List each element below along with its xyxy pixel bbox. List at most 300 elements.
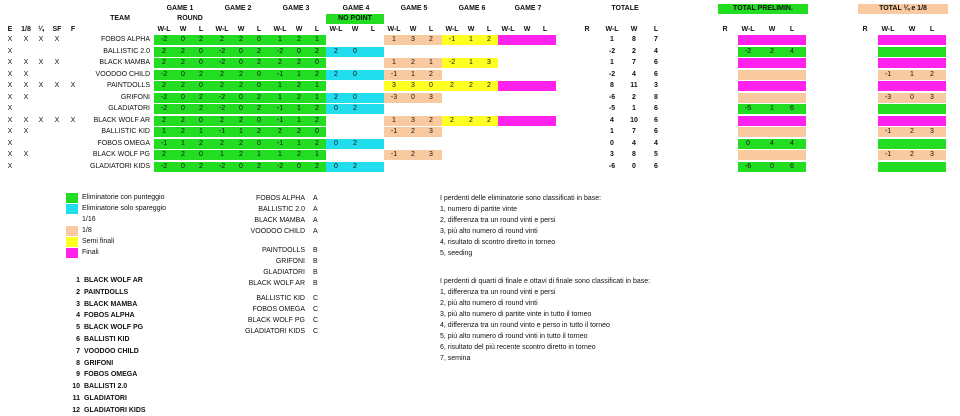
game-value (442, 127, 462, 137)
game-value (498, 116, 518, 126)
game-value: 0 (199, 116, 203, 124)
game-value: -2 (218, 162, 226, 170)
game-value (462, 150, 480, 160)
game-value: 2 (181, 47, 185, 55)
prelim-value: 4 (770, 139, 774, 147)
game-value (498, 162, 518, 172)
pct-value (878, 47, 898, 57)
game-value: 0 (181, 162, 185, 170)
prelim-value: 4 (790, 47, 794, 55)
game-value: 2 (315, 105, 319, 112)
game-value (346, 116, 364, 126)
game-value (442, 162, 462, 172)
colhead-w: W (179, 26, 187, 33)
game-value: 2 (411, 59, 415, 66)
game-value: 2 (220, 116, 224, 124)
game-value: 2 (220, 82, 224, 89)
group-letter: A (313, 228, 318, 235)
game-value (536, 104, 554, 114)
game-value: -1 (276, 105, 284, 112)
pct-value: 2 (930, 70, 934, 78)
game-value (518, 58, 536, 68)
game-value: 2 (181, 82, 185, 89)
flag-cell (35, 104, 47, 114)
header-round: ROUND (177, 15, 203, 22)
colhead-pct-l: L (929, 26, 935, 33)
game-value: 0 (239, 47, 243, 55)
rank-number: 10 (72, 383, 80, 391)
total-value: -6 (608, 162, 616, 170)
colhead-r-prelim: R (722, 26, 728, 33)
group-team: FOBOS ALPHA (255, 195, 305, 202)
note-line: 5, seeding (440, 250, 473, 257)
note-line: 4, risultato di scontro diretto in torneo (440, 239, 556, 246)
game-value: -2 (276, 162, 284, 170)
game-value: 2 (257, 93, 261, 101)
flag-cell (20, 139, 32, 149)
game-value: -2 (276, 47, 284, 55)
game-value: 2 (220, 36, 224, 43)
header-game7: GAME 7 (514, 5, 542, 12)
game-value: -3 (390, 93, 398, 101)
game-value: 2 (315, 70, 319, 78)
game-value (384, 139, 404, 149)
total-value: -5 (608, 105, 616, 112)
game-value: 2 (257, 47, 261, 55)
colhead-l: L (256, 26, 262, 33)
colhead-r-pct: R (862, 26, 868, 33)
game-value (384, 162, 404, 172)
game-value (442, 47, 462, 57)
total-value: 10 (630, 116, 638, 124)
pct-value (878, 104, 898, 114)
game-value (346, 127, 364, 137)
group-team: BLACK MAMBA (254, 217, 305, 224)
flag-cell: X (7, 70, 13, 78)
prelim-value (762, 81, 782, 91)
game-value (498, 47, 518, 57)
pct-value (902, 81, 922, 91)
prelim-value (738, 93, 758, 103)
total-value: 0 (632, 162, 636, 170)
pct-value (878, 162, 898, 172)
game-value (326, 116, 346, 126)
flag-cell (35, 162, 47, 172)
game-value: 1 (278, 93, 282, 101)
game-value (346, 81, 364, 91)
legend-label: Semi finali (82, 238, 115, 245)
flag-header-e: E (7, 26, 13, 33)
game-value (346, 58, 364, 68)
legend-label: 1/8 (82, 227, 92, 234)
game-value (518, 116, 536, 126)
game-value: 3 (487, 59, 491, 66)
game-value (536, 139, 554, 149)
flag-cell: X (54, 59, 60, 66)
game-value (462, 70, 480, 80)
game-value (518, 162, 536, 172)
game-value (536, 47, 554, 57)
prelim-value: 0 (746, 139, 750, 147)
game-value: 1 (411, 70, 415, 78)
flag-cell: X (23, 128, 29, 135)
game-value: 2 (353, 162, 357, 170)
game-value (518, 70, 536, 80)
pct-value (902, 104, 922, 114)
colhead-l: L (428, 26, 434, 33)
game-value: 2 (429, 116, 433, 124)
game-value: -1 (276, 116, 284, 124)
game-value: 2 (199, 36, 203, 43)
team-name: GLADIATORI (108, 105, 150, 112)
game-value (364, 150, 382, 160)
game-value: 2 (239, 82, 243, 89)
game-value: -2 (160, 105, 168, 112)
game-value: 0 (181, 36, 185, 43)
total-value: 6 (654, 105, 658, 112)
colhead-wl: W-L (157, 26, 171, 33)
game-value: 2 (257, 128, 261, 135)
team-name: BALLISTIC 2.0 (103, 47, 150, 55)
flag-cell: X (7, 151, 13, 158)
colhead-wl: W-L (445, 26, 459, 33)
game-value: 1 (315, 36, 319, 43)
pct-value: -1 (884, 70, 892, 78)
colhead-total-wl: W-L (605, 26, 619, 33)
legend-label: Eliminatorie solo spareggio (82, 205, 167, 212)
pct-value: -1 (884, 151, 892, 158)
colhead-total-l: L (653, 26, 659, 33)
game-value (536, 116, 554, 126)
colhead-prelim-l: L (789, 26, 795, 33)
flag-cell: X (38, 59, 44, 66)
game-value: 1 (429, 59, 433, 66)
colhead-w: W (467, 26, 475, 33)
note-line: 1, differenza tra un round vinti e persi (440, 289, 556, 296)
game-value: 0 (411, 93, 415, 101)
game-value (364, 162, 382, 172)
total-value: 8 (610, 82, 614, 89)
pct-value (878, 116, 898, 126)
flag-cell: X (23, 36, 29, 43)
pct-value (902, 58, 922, 68)
game-value (518, 150, 536, 160)
prelim-value: -6 (744, 162, 752, 170)
game-value: 2 (278, 128, 282, 135)
pct-value (922, 116, 942, 126)
flag-header-f: F (70, 26, 76, 33)
game-value (442, 104, 462, 114)
game-value: 1 (297, 139, 301, 147)
game-value: 2 (297, 82, 301, 89)
game-value: 2 (487, 36, 491, 43)
prelim-value: 6 (790, 105, 794, 112)
game-value: 2 (257, 59, 261, 66)
colhead-pct-w: W (908, 26, 916, 33)
pct-value: 3 (930, 128, 934, 135)
game-value: -1 (276, 139, 284, 147)
flag-header-sf: SF (52, 26, 62, 33)
game-value: 1 (392, 116, 396, 124)
colhead-wl: W-L (387, 26, 401, 33)
pct-value (878, 81, 898, 91)
game-value (462, 104, 480, 114)
game-value (480, 104, 498, 114)
total-value: 8 (632, 151, 636, 158)
game-value (518, 93, 536, 103)
game-value: 1 (220, 151, 224, 158)
team-name: BALLISTIC KID (101, 128, 150, 135)
game-value: -1 (390, 70, 398, 78)
game-value: 3 (429, 151, 433, 158)
prelim-value (782, 116, 802, 126)
legend-label: Finali (82, 249, 99, 256)
group-letter: C (313, 317, 319, 324)
prelim-value (782, 150, 802, 160)
game-value: 2 (429, 36, 433, 43)
colhead-w: W (237, 26, 245, 33)
game-value: 1 (162, 128, 166, 135)
game-value: 0 (199, 151, 203, 158)
game-value: 2 (315, 47, 319, 55)
game-value: 2 (297, 59, 301, 66)
flag-cell (20, 47, 32, 57)
prelim-value (762, 150, 782, 160)
note-line: 5, più alto numero di round vinti in tutto il torneo (440, 333, 588, 340)
rank-number: 4 (76, 312, 80, 320)
flag-cell: X (7, 105, 13, 112)
game-value: 2 (162, 59, 166, 66)
team-name: BLACK MAMBA (99, 59, 150, 66)
pct-value: -3 (884, 93, 892, 101)
prelim-value: 0 (770, 162, 774, 170)
total-value: 0 (610, 139, 614, 147)
rank-number: 7 (76, 347, 80, 355)
rank-number: 2 (76, 288, 80, 296)
game-value: 2 (199, 93, 203, 101)
note-line: 4, differenza tra un round vinto e perso in tutto il torneo (440, 322, 610, 329)
group-letter: A (313, 195, 318, 202)
colhead-l: L (542, 26, 548, 33)
total-value: 7 (632, 128, 636, 135)
pct-value (902, 47, 922, 57)
prelim-value (762, 58, 782, 68)
group-team: PAINTDOLLS (261, 247, 305, 254)
pct-value: 2 (910, 151, 914, 158)
game-value: 0 (297, 162, 301, 170)
pct-value (878, 139, 898, 149)
game-value: 2 (162, 151, 166, 158)
game-value: 2 (239, 116, 243, 124)
group-team: BLACK WOLF PG (247, 317, 305, 324)
colhead-wl: W-L (273, 26, 287, 33)
game-value: 2 (181, 151, 185, 158)
header-game6: GAME 6 (458, 5, 486, 12)
game-value (326, 150, 346, 160)
game-value: 1 (199, 128, 203, 135)
pct-value: 0 (910, 93, 914, 101)
total-value: 8 (654, 93, 658, 101)
total-value: 11 (630, 82, 638, 89)
header-totale: TOTALE (611, 5, 639, 12)
total-value: 1 (610, 59, 614, 66)
game-value (480, 139, 498, 149)
game-value: -2 (218, 47, 226, 55)
game-value: 2 (353, 105, 357, 112)
group-team: FOBOS OMEGA (252, 306, 305, 313)
rank-team: BALLISTI 2.0 (84, 383, 128, 391)
game-value: 2 (334, 70, 338, 78)
header-total-pct: TOTAL ¼ e 1/8 (858, 4, 948, 14)
game-value: 1 (257, 151, 261, 158)
game-value (364, 127, 382, 137)
game-value: 2 (487, 116, 491, 124)
note-line: 7, semina (440, 355, 471, 362)
note-line: 1, numero di partite vinte (440, 206, 518, 213)
rank-team: FOBOS ALPHA (84, 312, 135, 320)
group-letter: C (313, 306, 319, 313)
game-value: 0 (239, 105, 243, 112)
pct-value (902, 162, 922, 172)
prelim-value (738, 116, 758, 126)
flag-cell: X (38, 36, 44, 43)
colhead-w: W (409, 26, 417, 33)
game-value (498, 58, 518, 68)
game-value: 2 (181, 116, 185, 124)
pct-value (902, 116, 922, 126)
game-value (346, 150, 364, 160)
game-value: 2 (297, 151, 301, 158)
game-value: 3 (429, 93, 433, 101)
game-value: 1 (278, 151, 282, 158)
prelim-value: -5 (744, 105, 752, 112)
game-value (442, 139, 462, 149)
legend-label: Eliminatorie con punteggio (82, 194, 165, 201)
flag-cell: X (7, 47, 13, 55)
game-value: 0 (181, 70, 185, 78)
game-value: 2 (429, 70, 433, 78)
flag-cell: X (7, 116, 13, 124)
note-line: I perdenti delle eliminatorie sono classificati in base: (440, 195, 602, 202)
pct-value (922, 162, 942, 172)
prelim-value (762, 35, 782, 45)
game-value (498, 93, 518, 103)
game-value: -2 (160, 93, 168, 101)
game-value (326, 58, 346, 68)
game-value: 0 (257, 116, 261, 124)
game-value (422, 104, 440, 114)
pct-value (878, 58, 898, 68)
game-value (364, 81, 382, 91)
game-value (518, 139, 536, 149)
game-value: 0 (257, 139, 261, 147)
game-value (462, 93, 480, 103)
game-value (364, 70, 382, 80)
game-value: -2 (160, 162, 168, 170)
game-value: 2 (239, 139, 243, 147)
game-value (404, 104, 422, 114)
group-team: BALLISTIC 2.0 (258, 206, 305, 213)
game-value: 0 (257, 82, 261, 89)
game-value (442, 150, 462, 160)
game-value: 0 (239, 162, 243, 170)
total-value: 6 (654, 128, 658, 135)
colhead-wl: W-L (215, 26, 229, 33)
flag-cell: X (7, 139, 13, 147)
prelim-value (762, 116, 782, 126)
prelim-value (782, 127, 802, 137)
game-value (498, 139, 518, 149)
flag-cell (35, 150, 47, 160)
flag-cell (35, 93, 47, 103)
colhead-total-w: W (630, 26, 638, 33)
game-value: 2 (220, 139, 224, 147)
game-value (536, 81, 554, 91)
game-value (536, 58, 554, 68)
game-value: 2 (450, 116, 454, 124)
flag-cell: X (7, 59, 13, 66)
game-value (536, 150, 554, 160)
game-value (346, 35, 364, 45)
game-value: -2 (218, 105, 226, 112)
group-letter: B (313, 280, 318, 287)
game-value: -1 (160, 139, 168, 147)
game-value: 0 (353, 93, 357, 101)
game-value: 3 (411, 36, 415, 43)
colhead-l: L (370, 26, 376, 33)
game-value: 1 (297, 70, 301, 78)
game-value (364, 47, 382, 57)
pct-value (922, 58, 942, 68)
total-value: 2 (632, 93, 636, 101)
header-no-point: NO POINT (326, 14, 384, 24)
prelim-value: 6 (790, 162, 794, 170)
flag-cell: X (23, 59, 29, 66)
pct-value: 3 (930, 93, 934, 101)
pct-value (922, 47, 942, 57)
legend-swatch (66, 204, 78, 214)
prelim-value (782, 58, 802, 68)
flag-cell (35, 127, 47, 137)
game-value: 0 (334, 139, 338, 147)
game-value (364, 35, 382, 45)
game-value: 2 (469, 116, 473, 124)
colhead-wl: W-L (329, 26, 343, 33)
flag-cell: X (23, 151, 29, 158)
colhead-w: W (295, 26, 303, 33)
game-value (422, 162, 440, 172)
flag-cell: X (54, 116, 60, 124)
rank-number: 5 (76, 324, 80, 332)
game-value: 2 (411, 128, 415, 135)
header-game3: GAME 3 (282, 5, 310, 12)
game-value: -1 (390, 151, 398, 158)
game-value: 1 (239, 128, 243, 135)
colhead-wl: W-L (501, 26, 515, 33)
total-value: 6 (654, 70, 658, 78)
game-value: 2 (487, 82, 491, 89)
game-value: 3 (392, 82, 396, 89)
game-value: 2 (297, 36, 301, 43)
total-value: 3 (610, 151, 614, 158)
total-value: 6 (654, 59, 658, 66)
group-team: GRIFONI (275, 258, 305, 265)
flag-header-eighth: 1/8 (21, 26, 31, 33)
prelim-value (782, 93, 802, 103)
rank-number: 9 (76, 371, 80, 379)
pct-value (878, 35, 898, 45)
team-name: GLADIATORI KIDS (89, 162, 150, 170)
